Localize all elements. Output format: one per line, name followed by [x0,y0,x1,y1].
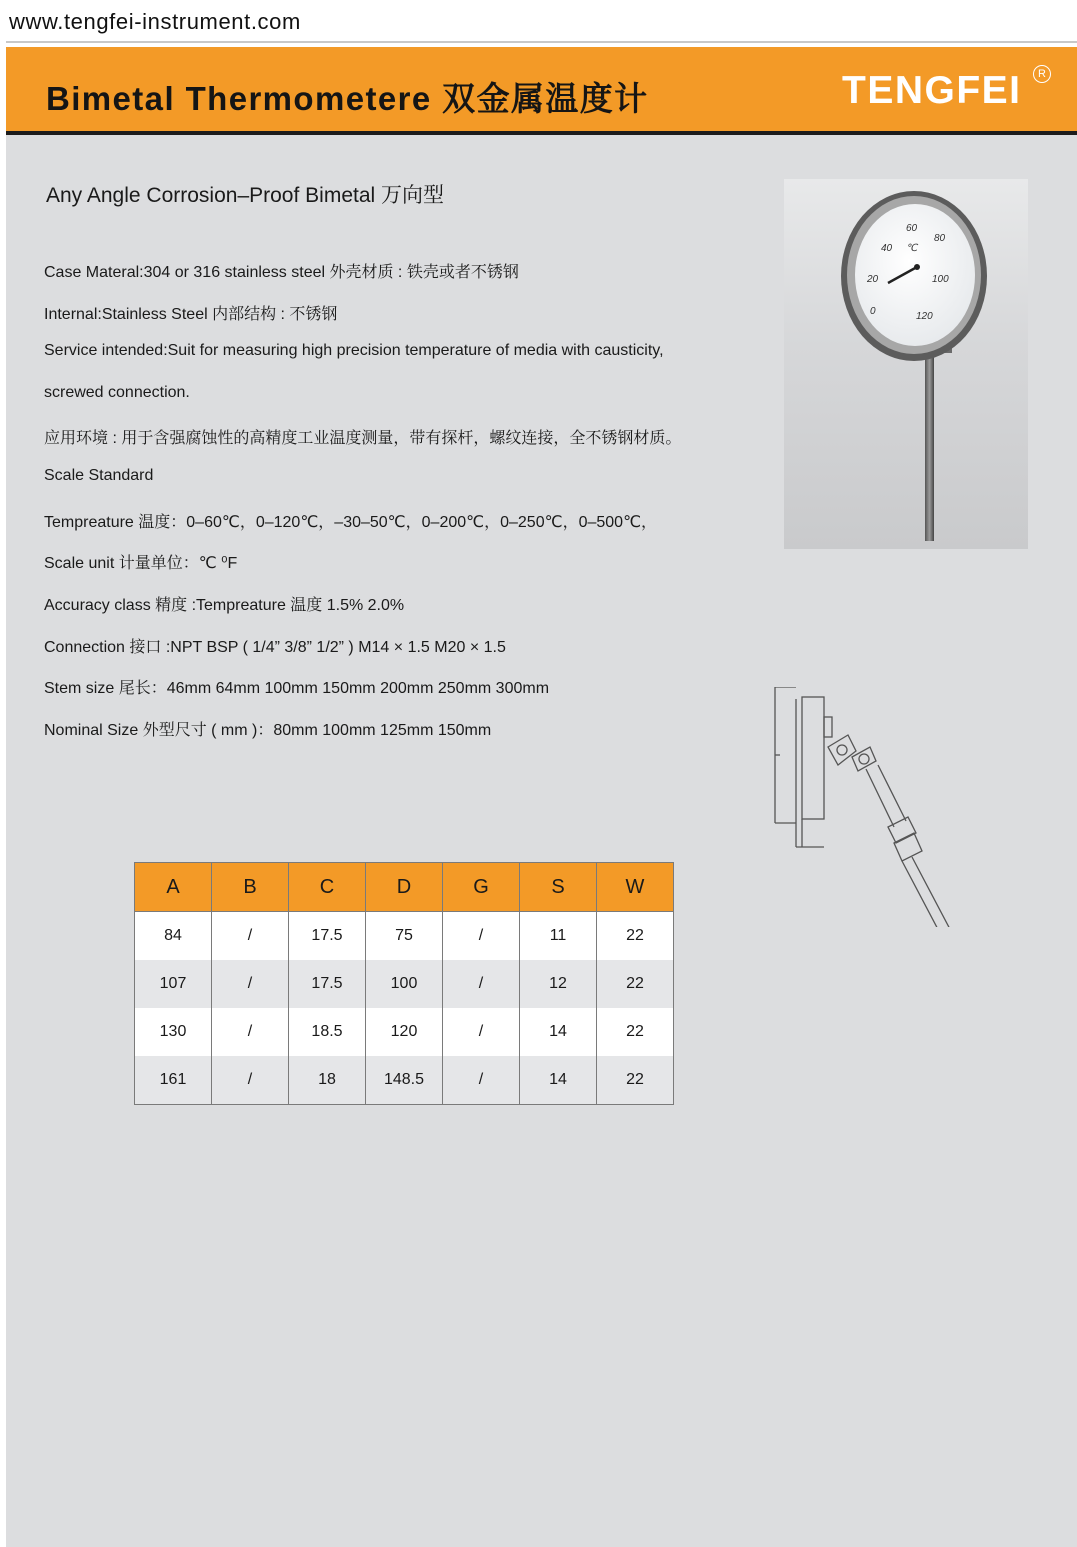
spec-accuracy: Accuracy class 精度 :Tempreature 温度 1.5% 2.0% [44,597,405,614]
spec-application: 应用环境 : 用于含强腐蚀性的高精度工业温度测量，带有探杆，螺纹连接，全不锈钢材质。 [44,430,682,447]
table-cell: 22 [597,1008,674,1056]
gauge-unit: ℃ [906,243,918,254]
table-cell: 22 [597,1056,674,1105]
table-cell: / [443,960,520,1008]
table-cell: / [443,912,520,961]
thermometer-stem [925,339,934,541]
brand-logo: TENGFEI [842,69,1022,112]
table-row [135,1056,674,1105]
thermometer-illustration [784,179,1028,549]
table-cell: 161 [135,1056,212,1105]
table-cell: 18.5 [289,1008,366,1056]
gauge-tick-label: 100 [932,274,949,285]
table-cell: 12 [520,960,597,1008]
column-header-b: B [212,863,289,912]
dimension-drawing [770,687,960,927]
table-cell: 107 [135,960,212,1008]
table-cell: / [212,1008,289,1056]
table-cell: / [212,912,289,961]
product-photo [784,179,1028,549]
dimension-sketch [770,687,960,927]
product-subtitle: Any Angle Corrosion–Proof Bimetal 万向型 [46,184,445,207]
spec-case-material: Case Materal:304 or 316 stainless steel 外壳材质 : 铁壳或者不锈钢 [44,264,519,281]
gauge-tick-label: 60 [906,223,918,234]
table-cell: / [443,1056,520,1105]
spec-service: Service intended:Suit for measuring high precision temperature of media with causticity, [44,342,664,359]
table-row [135,1008,674,1056]
table-cell: 17.5 [289,912,366,961]
top-divider [6,41,1077,43]
table-cell: 120 [366,1008,443,1056]
header-bar [6,47,1077,135]
gauge-hub [914,264,920,270]
column-header-c: C [289,863,366,912]
column-header-a: A [135,863,212,912]
page-title: Bimetal Thermometere 双金属温度计 [46,80,649,117]
table-cell: 18 [289,1056,366,1105]
registered-mark-icon: R [1033,65,1051,83]
table-cell: 100 [366,960,443,1008]
table-cell: 22 [597,960,674,1008]
gauge-tick-label: 40 [881,243,893,254]
gauge-tick-label: 0 [870,306,876,317]
table-cell: 130 [135,1008,212,1056]
site-url[interactable]: www.tengfei-instrument.com [9,9,301,34]
table-cell: / [212,960,289,1008]
table-cell: 17.5 [289,960,366,1008]
spec-connection: Connection 接口 :NPT BSP ( 1/4” 3/8” 1/2” ) M14 × 1.5 M20 × 1.5 [44,639,506,656]
spec-stem-size: Stem size 尾长：46mm 64mm 100mm 150mm 200mm 250mm 300mm [44,680,550,697]
table-row [135,960,674,1008]
table-cell: 22 [597,912,674,961]
table-cell: 11 [520,912,597,961]
spec-scale-unit: Scale unit 计量单位：℃ ⁰F [44,555,238,572]
table-cell: 84 [135,912,212,961]
table-cell: / [443,1008,520,1056]
gauge-tick-label: 20 [867,274,879,285]
spec-internal: Internal:Stainless Steel 内部结构 : 不锈钢 [44,306,338,323]
spec-scale-standard: Scale Standard [44,467,154,484]
table-row [135,912,674,961]
column-header-g: G [443,863,520,912]
table-cell: 14 [520,1056,597,1105]
table-cell: / [212,1056,289,1105]
content-panel [6,47,1077,1547]
spec-service-cont: screwed connection. [44,384,190,401]
column-header-w: W [597,863,674,912]
gauge-tick-label: 80 [934,233,946,244]
table-cell: 148.5 [366,1056,443,1105]
table-header-row [135,863,674,912]
spec-temperature: Tempreature 温度：0–60℃，0–120℃，–30–50℃，0–200℃，0–250℃，0–500℃， [44,514,658,531]
column-header-d: D [366,863,443,912]
gauge-tick-label: 120 [916,311,933,322]
dimension-table [134,862,674,1105]
column-header-s: S [520,863,597,912]
spec-nominal-size: Nominal Size 外型尺寸 ( mm )：80mm 100mm 125mm 150mm [44,722,492,739]
table-cell: 14 [520,1008,597,1056]
table-cell: 75 [366,912,443,961]
